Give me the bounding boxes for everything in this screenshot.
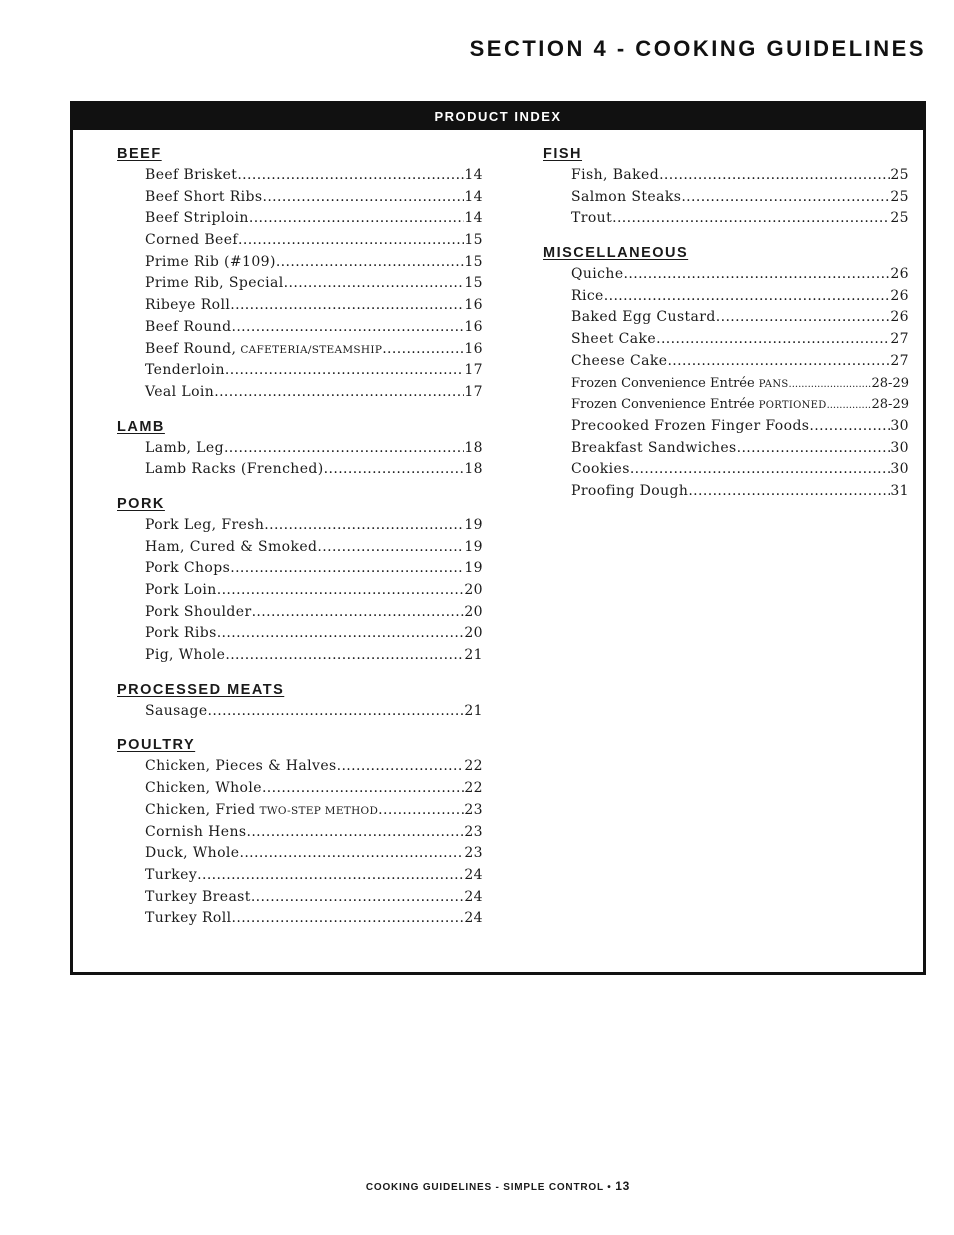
right-column — [543, 143, 909, 515]
entry-page: 26 — [890, 309, 909, 326]
dot-leader — [230, 295, 464, 317]
dot-leader — [224, 438, 464, 460]
footer-text: COOKING GUIDELINES - SIMPLE CONTROL — [365, 1182, 604, 1193]
index-entry — [571, 351, 909, 373]
entry-name: Beef Striploin — [145, 210, 249, 227]
index-entry — [145, 515, 483, 537]
entry-name: Breakfast Sandwiches — [571, 439, 737, 456]
entry-page: 31 — [890, 482, 909, 499]
entry-name: Pork Shoulder — [145, 603, 252, 620]
index-entry — [571, 264, 909, 286]
entry-page: 25 — [890, 210, 909, 227]
index-entry — [145, 165, 483, 187]
index-entry — [145, 187, 483, 209]
entry-page: 24 — [464, 910, 483, 927]
dot-leader — [214, 382, 464, 404]
product-index-box — [70, 101, 926, 975]
entry-name: Lamb Racks (Frenched) — [145, 461, 324, 478]
dot-leader — [264, 515, 464, 537]
category-title: PROCESSED MEATS — [117, 681, 285, 698]
page-footer — [0, 1179, 954, 1193]
entry-name: Tenderloin — [145, 362, 225, 379]
entry-page: 18 — [464, 461, 483, 478]
index-entry — [145, 273, 483, 295]
index-entry — [145, 908, 483, 930]
dot-leader — [225, 645, 464, 667]
entry-page: 30 — [890, 439, 909, 456]
dot-leader — [239, 843, 464, 865]
dot-leader — [252, 602, 465, 624]
index-entry — [145, 778, 483, 800]
entry-name: Frozen Convenience Entrée — [571, 375, 755, 391]
dot-leader — [232, 908, 465, 930]
index-entry — [145, 843, 483, 865]
dot-leader — [809, 416, 890, 438]
entry-name: Pork Loin — [145, 582, 217, 598]
entry-qualifier: PANS — [758, 378, 789, 390]
entry-name: Beef Short Ribs — [145, 188, 263, 205]
entry-name: Trout — [571, 210, 613, 227]
index-entry — [571, 394, 909, 416]
entry-name: Cookies — [571, 461, 630, 478]
footer-separator: • — [607, 1182, 612, 1193]
dot-leader — [237, 165, 464, 187]
entry-page: 18 — [464, 439, 483, 456]
category-lamb — [117, 416, 483, 481]
dot-leader — [688, 481, 890, 503]
index-entry — [145, 317, 483, 339]
index-entry — [571, 481, 909, 503]
dot-leader — [230, 558, 464, 580]
entry-page: 14 — [464, 210, 483, 227]
entry-name: Baked Egg Custard — [571, 309, 716, 326]
category-fish — [543, 143, 909, 230]
entry-page: 19 — [464, 538, 483, 555]
dot-leader — [225, 360, 464, 382]
dot-leader — [612, 208, 890, 230]
entry-name: Rice — [571, 287, 604, 304]
index-entry — [145, 438, 483, 460]
entry-page: 15 — [464, 232, 483, 249]
category-pork — [117, 493, 483, 667]
entry-name: Beef Brisket — [145, 167, 238, 183]
entry-name: Chicken, Pieces & Halves — [145, 758, 337, 775]
index-entry — [571, 329, 909, 351]
entry-name: Lamb, Leg — [145, 439, 224, 456]
entry-page: 27 — [890, 331, 909, 348]
page-number: 13 — [615, 1179, 631, 1193]
dot-leader — [231, 317, 464, 339]
entry-page: 24 — [464, 888, 483, 905]
entry-name: Corned Beef — [145, 232, 238, 249]
entry-name: Cheese Cake — [571, 352, 668, 369]
index-entry — [145, 756, 483, 778]
index-entry — [571, 307, 909, 329]
entry-qualifier: TWO-STEP METHOD — [259, 804, 379, 817]
dot-leader — [197, 865, 464, 887]
index-entry — [145, 208, 483, 230]
dot-leader — [217, 623, 465, 645]
entry-page: 19 — [464, 560, 483, 577]
entry-name: Fish, Baked — [571, 167, 660, 183]
entry-page: 17 — [464, 362, 483, 379]
index-entry — [145, 800, 483, 822]
dot-leader — [659, 165, 890, 187]
entry-qualifier: PORTIONED — [758, 400, 827, 412]
entry-page: 30 — [890, 417, 909, 434]
index-entry — [145, 252, 483, 274]
category-title: PORK — [117, 495, 165, 512]
entry-name: Turkey Roll — [145, 910, 232, 927]
dot-leader — [789, 374, 872, 396]
entry-page: 16 — [464, 318, 483, 335]
entry-name: Duck, Whole — [145, 845, 240, 862]
dot-leader — [217, 580, 465, 602]
index-entry — [145, 701, 483, 723]
index-entry — [571, 208, 909, 230]
entry-name: Beef Round, — [145, 340, 237, 357]
category-beef — [117, 143, 483, 404]
dot-leader — [284, 273, 465, 295]
dot-leader — [716, 307, 891, 329]
category-miscellaneous — [543, 242, 909, 503]
dot-leader — [208, 701, 465, 723]
entry-page: 16 — [464, 297, 483, 314]
entry-name: Precooked Frozen Finger Foods — [571, 417, 810, 434]
index-entry — [145, 295, 483, 317]
index-entry — [145, 558, 483, 580]
entry-qualifier: CAFETERIA/STEAMSHIP — [240, 343, 383, 356]
entry-name: Proofing Dough — [571, 482, 689, 499]
index-entry — [571, 286, 909, 308]
entry-page: 15 — [464, 253, 483, 270]
entry-name: Pork Ribs — [145, 625, 217, 642]
dot-leader — [378, 800, 464, 822]
dot-leader — [827, 395, 872, 417]
entry-page: 26 — [890, 287, 909, 304]
entry-name: Prime Rib, Special — [145, 275, 284, 292]
entry-page: 25 — [890, 188, 909, 205]
entry-name: Quiche — [571, 266, 624, 283]
index-entry — [571, 459, 909, 481]
entry-page: 20 — [464, 603, 483, 620]
dot-leader — [246, 822, 464, 844]
entry-name: Pork Leg, Fresh — [145, 516, 265, 533]
category-poultry — [117, 734, 483, 930]
entry-name: Ham, Cured & Smoked — [145, 538, 318, 555]
entry-name: Veal Loin — [145, 383, 215, 400]
entry-name: Sheet Cake — [571, 331, 657, 348]
entry-page: 14 — [464, 167, 483, 183]
index-entry — [145, 602, 483, 624]
index-entry — [571, 373, 909, 395]
index-entry — [145, 230, 483, 252]
dot-leader — [276, 252, 465, 274]
index-entry — [145, 580, 483, 602]
entry-page: 25 — [890, 167, 909, 183]
dot-leader — [624, 264, 891, 286]
entry-name: Turkey Breast — [145, 888, 251, 905]
dot-leader — [238, 230, 464, 252]
dot-leader — [262, 187, 464, 209]
entry-page: 21 — [464, 647, 483, 664]
index-entry — [571, 438, 909, 460]
entry-page: 23 — [464, 801, 483, 818]
entry-page: 28-29 — [871, 397, 909, 413]
dot-leader — [382, 339, 464, 361]
entry-page: 27 — [890, 352, 909, 369]
left-column — [117, 143, 483, 942]
dot-leader — [737, 438, 891, 460]
dot-leader — [251, 887, 465, 909]
index-entry — [571, 165, 909, 187]
entry-name: Chicken, Fried — [145, 801, 256, 818]
category-title: POULTRY — [117, 737, 196, 754]
index-entry — [145, 459, 483, 481]
entry-name: Pig, Whole — [145, 647, 226, 664]
dot-leader — [317, 537, 464, 559]
index-entry — [145, 382, 483, 404]
entry-page: 23 — [464, 823, 483, 840]
index-entry — [145, 623, 483, 645]
entry-name: Turkey — [145, 866, 198, 883]
index-entry — [571, 187, 909, 209]
entry-name: Cornish Hens — [145, 823, 247, 840]
product-index-header: PRODUCT INDEX — [73, 104, 923, 130]
entry-page: 17 — [464, 383, 483, 400]
category-title: FISH — [543, 146, 583, 162]
dot-leader — [604, 286, 891, 308]
dot-leader — [667, 351, 890, 373]
category-title: MISCELLANEOUS — [543, 245, 689, 262]
index-entry — [145, 360, 483, 382]
dot-leader — [630, 459, 891, 481]
entry-page: 19 — [464, 516, 483, 533]
index-entry — [145, 339, 483, 361]
category-title: LAMB — [117, 418, 165, 435]
index-entry — [145, 887, 483, 909]
entry-page: 14 — [464, 188, 483, 205]
entry-page: 22 — [464, 780, 483, 797]
entry-page: 23 — [464, 845, 483, 862]
entry-name: Pork Chops — [145, 560, 231, 577]
index-entry — [571, 416, 909, 438]
entry-page: 16 — [464, 340, 483, 357]
entry-page: 21 — [464, 702, 483, 719]
entry-name: Salmon Steaks — [571, 188, 682, 205]
dot-leader — [337, 756, 465, 778]
entry-page: 15 — [464, 275, 483, 292]
entry-page: 26 — [890, 266, 909, 283]
index-entry — [145, 865, 483, 887]
entry-page: 20 — [464, 625, 483, 642]
entry-page: 20 — [464, 582, 483, 598]
entry-name: Frozen Convenience Entrée — [571, 397, 755, 413]
entry-page: 24 — [464, 866, 483, 883]
entry-name: Chicken, Whole — [145, 780, 262, 797]
index-entry — [145, 822, 483, 844]
index-entry — [145, 537, 483, 559]
dot-leader — [656, 329, 890, 351]
category-processed-meats — [117, 679, 483, 723]
entry-name: Sausage — [145, 702, 208, 719]
entry-name: Ribeye Roll — [145, 297, 231, 314]
entry-name: Prime Rib (#109) — [145, 253, 276, 270]
dot-leader — [681, 187, 890, 209]
entry-page: 22 — [464, 758, 483, 775]
entry-name: Beef Round — [145, 318, 232, 335]
index-entry — [145, 645, 483, 667]
dot-leader — [262, 778, 464, 800]
dot-leader — [324, 459, 465, 481]
dot-leader — [249, 208, 465, 230]
entry-page: 30 — [890, 461, 909, 478]
category-title: BEEF — [117, 146, 162, 162]
entry-page: 28-29 — [871, 375, 909, 391]
section-title: SECTION 4 - COOKING GUIDELINES — [469, 36, 926, 61]
